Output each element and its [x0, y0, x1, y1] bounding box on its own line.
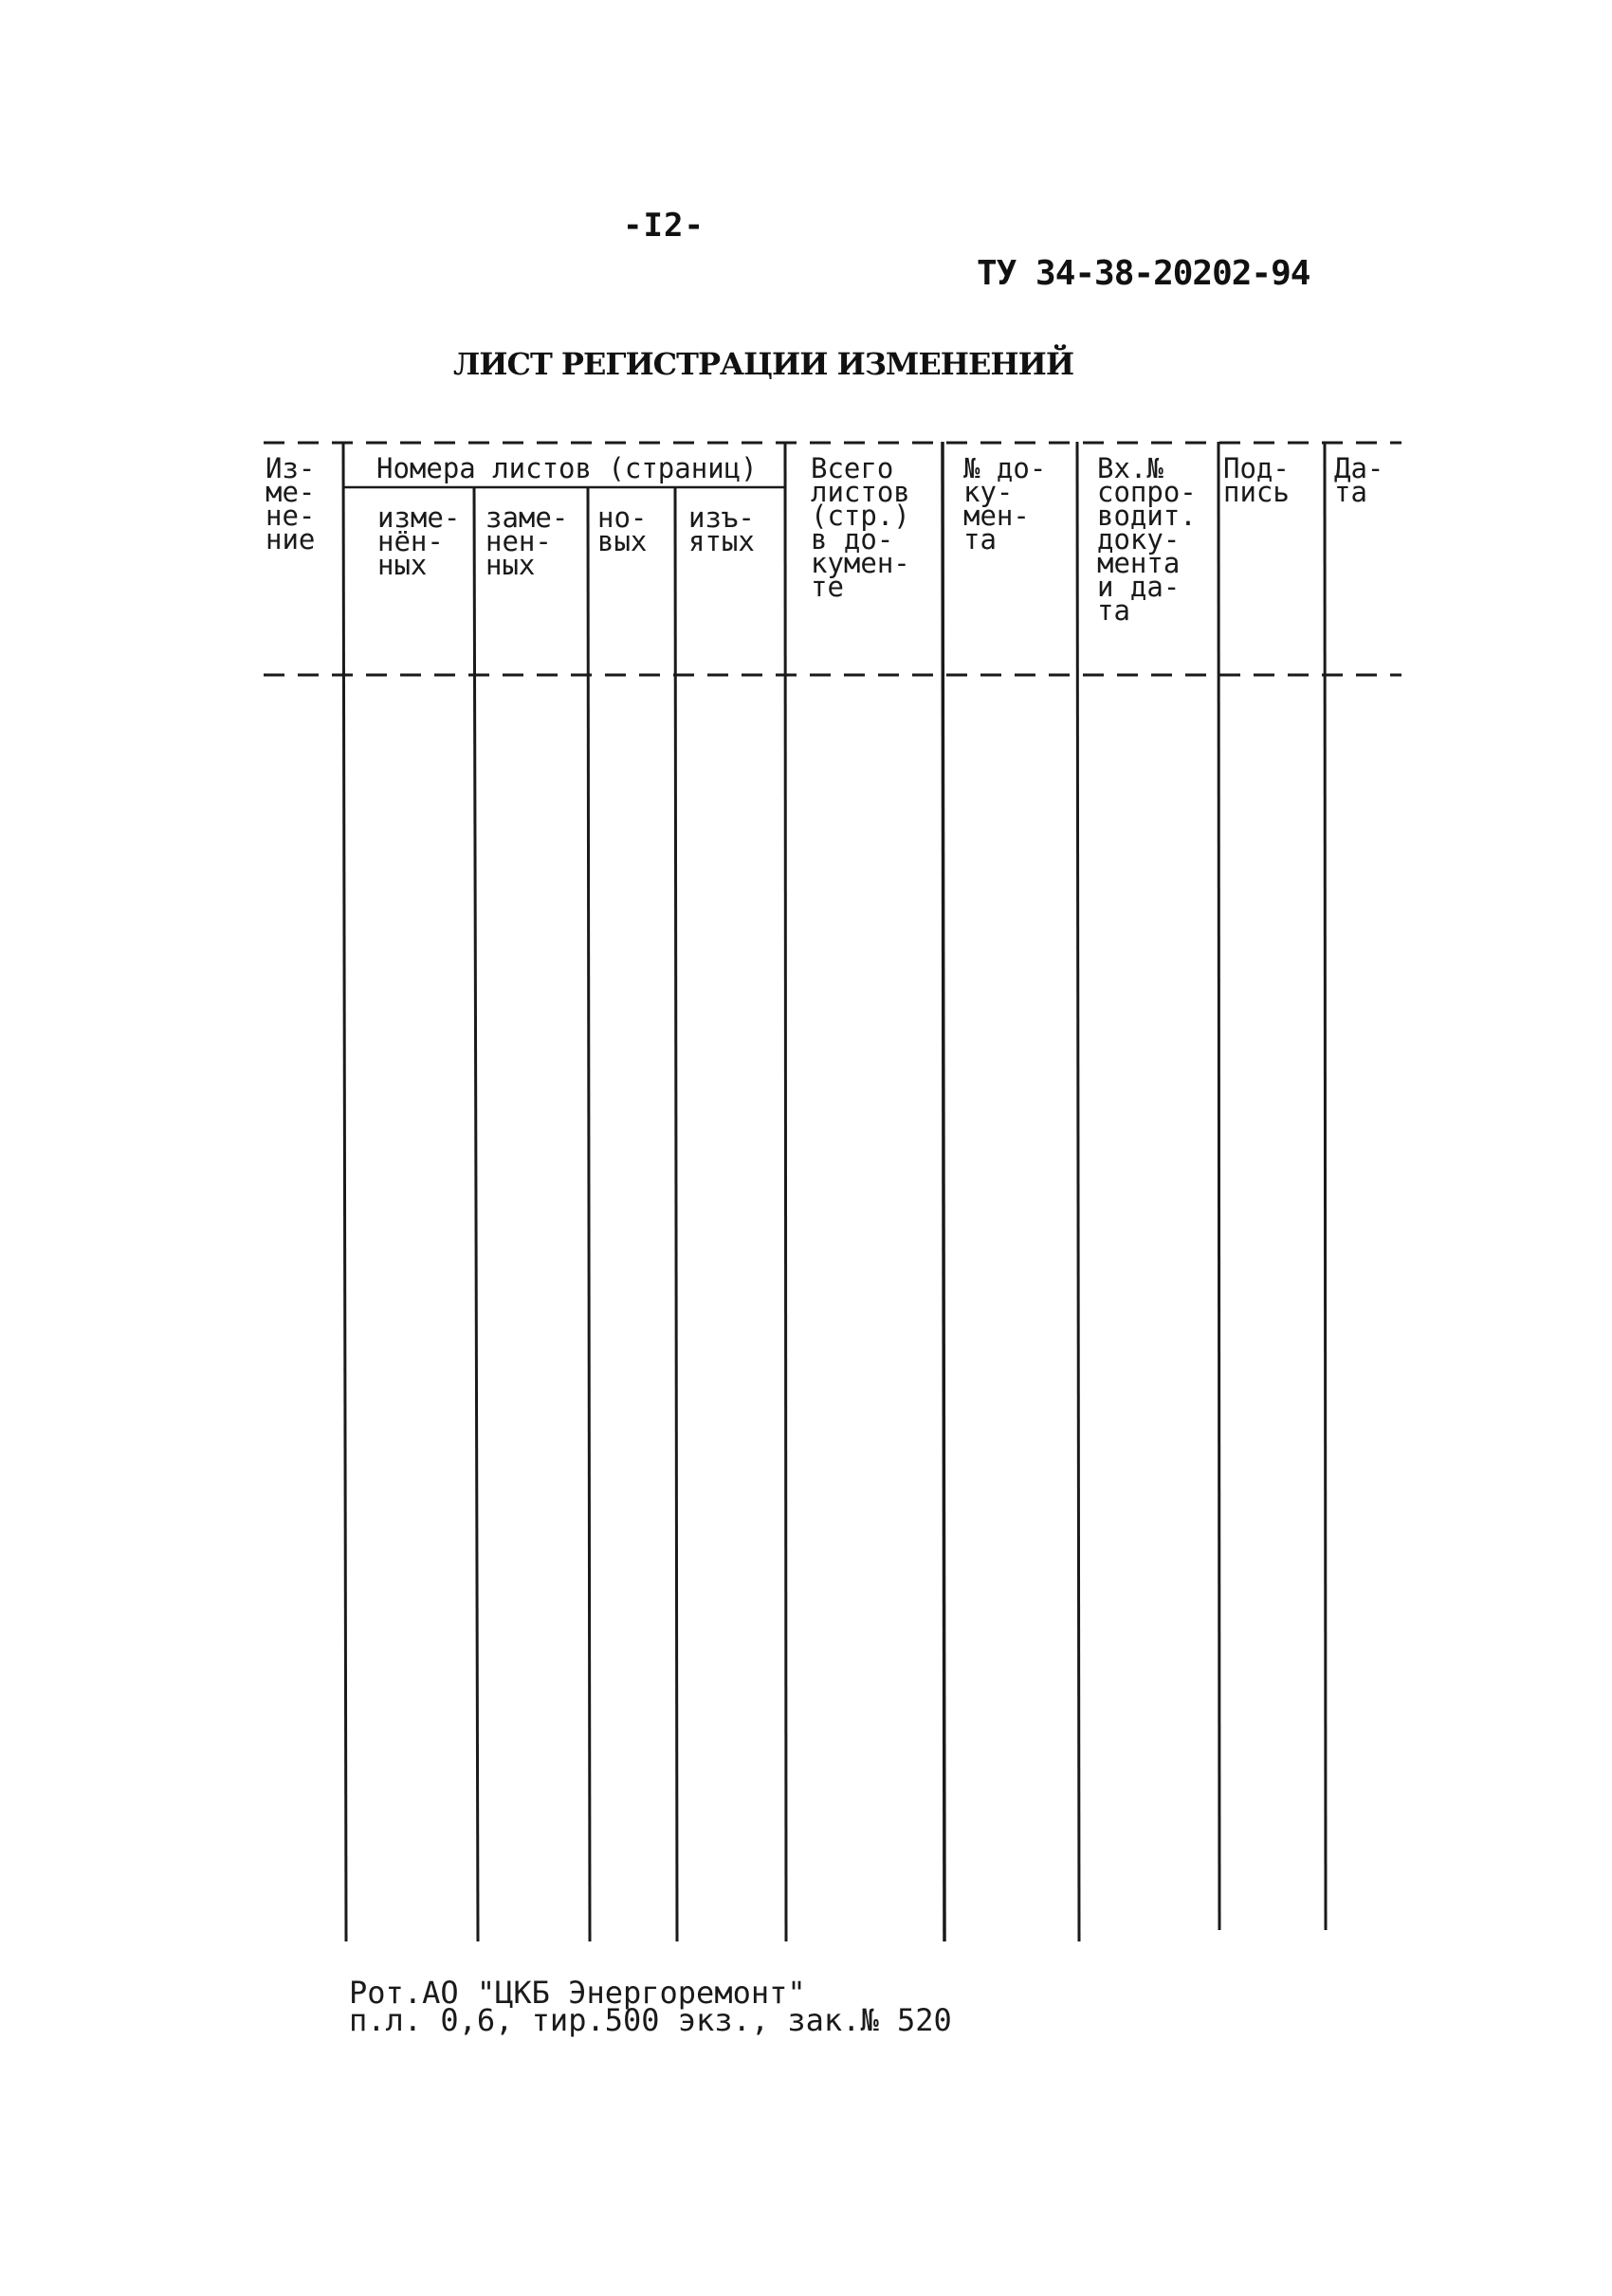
header-changed: изме- нён- ных: [377, 501, 461, 581]
header-date: Да- та: [1334, 452, 1384, 508]
col-rule-9: [1325, 442, 1326, 1930]
col-rule-4: [675, 487, 677, 1941]
col-rule-1: [343, 442, 346, 1941]
imprint-line-2: п.л. 0,6, тир.500 экз., зак.№ 520: [349, 2002, 952, 2038]
col-rule-3: [588, 487, 590, 1941]
col-rule-6: [943, 442, 944, 1941]
header-incoming-doc: Вх.№ сопро- водит. доку- мента и да- та: [1097, 452, 1197, 627]
imprint-line-1: Рот.АО "ЦКБ Энергоремонт": [349, 1975, 806, 2011]
sheet-title: ЛИСТ РЕГИСТРАЦИИ ИЗМЕНЕНИЙ: [452, 346, 1074, 382]
header-signature: Под- пись: [1223, 452, 1290, 508]
header-new: но- вых: [597, 501, 648, 557]
header-change: Из- ме- не- ние: [266, 452, 316, 556]
col-rule-8: [1218, 442, 1219, 1930]
col-rule-5: [785, 442, 786, 1941]
col-rule-7: [1077, 442, 1079, 1941]
col-rule-2: [474, 487, 478, 1941]
document-code: ТУ 34-38-20202-94: [977, 254, 1310, 293]
imprint: [349, 1975, 952, 2038]
header-doc-number: № до- ку- мен- та: [963, 452, 1047, 556]
header-sheet-numbers: Номера листов (страниц): [376, 452, 758, 484]
header-total-sheets: Всего листов (стр.) в до- кумен- те: [811, 452, 910, 603]
header-replaced: заме- нен- ных: [485, 501, 569, 581]
page-number: -I2-: [623, 207, 705, 245]
header-withdrawn: изъ- ятых: [688, 501, 755, 557]
